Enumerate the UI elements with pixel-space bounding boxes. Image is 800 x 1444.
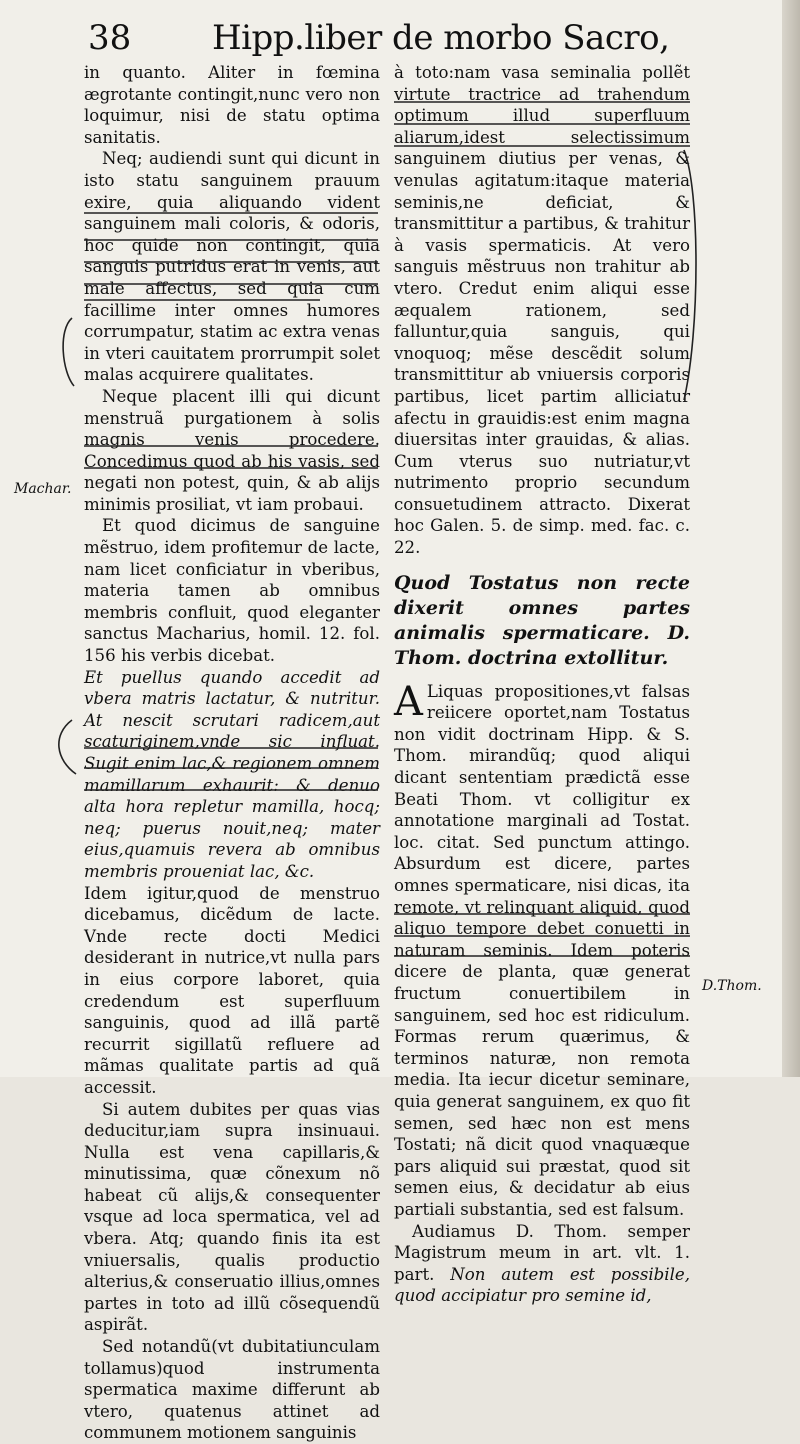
quotation: Et puellus quando accedit ad vbera matris lactatur, & nutritur. At nescit scrutari radicem,aut scaturiginem,vnde sic influat. Sugit enim lac,& regionem omnem mamillarum exhaurit: & denuo alta hora repletur mamilla, hocq; neq; puerus nouit,neq; mater eius,quamuis revera ab omnibus membris proueniat lac, &c.	[84, 667, 380, 881]
paragraph: Neque placent illi qui dicunt menstruã purgationem à solis magnis venis procedere. Concedimus quod ab his vasis, sed negati non potest, quin, & ab alijs minimis prosiliat, vt iam probaui.	[84, 386, 380, 514]
bracket-mark	[59, 720, 76, 774]
paragraph: Neq; audiendi sunt qui dicunt in isto statu sanguinem prauum exire, quia aliquando vident sanguinem mali coloris, & odoris, hoc quide non contingit, quia sanguis putridus erat in venis, aut male affectus, sed quia cum facillime inter omnes humores corrumpatur, statim ac extra venas in vteri cauitatem prorrumpit solet malas acquirere qualitates.	[84, 149, 380, 385]
paragraph-text: Liquas propositiones,vt falsas reiicere oportet,nam Tostatus non vidit doctrinam Hipp. & S. Thom. mirandũq; quod aliqui dicant sententiam prædictã esse Beati Thom. vt colligitur ex annotatione marginali ad Tostat. loc. citat. Sed punctum attingo. Absurdum est dicere, partes omnes spermaticare, nisi dicas, ita remote, vt relinquant aliquid, quod aliquo tempore debet conuetti in naturam seminis. Idem poteris dicere de planta, quæ generat fructum conuertibilem in sanguinem, sed hoc est ridiculum. Formas rerum quærimus, & terminos naturæ, non remota media. Ita iecur dicetur seminare, quia generat sanguinem, ex quo fit semen, sed hæc non est mens Tostati; nã dicit quod vnaquæque pars aliquid sui præstat, quod sit semen eius, & decidatur ab eius partiali substantia, sed est falsum.	[394, 681, 690, 1219]
quotation: Non autem est possibile, quod accipiatur pro semine id,	[394, 1264, 690, 1306]
right-column	[394, 62, 690, 1307]
running-title: Hipp.liber de morbo Sacro,	[212, 18, 670, 58]
paragraph	[394, 1221, 690, 1307]
paragraph-with-dropcap	[394, 678, 690, 1221]
paragraph: Si autem dubites per quas vias deducitur,iam supra insinuaui. Nulla est vena capillaris,& minutissima, quæ cõnexum nõ habeat cũ alijs,& consequenter vsque ad loca spermatica, vel ad vbera. Atq; quando finis ita est vniuersalis, qualis productio alterius,& conseruatio illius,omnes partes in toto ad illũ cõsequendũ aspirãt.	[84, 1099, 380, 1335]
page-header	[0, 18, 800, 68]
page-gutter	[782, 0, 800, 1077]
section-heading: Quod Tostatus non recte dixerit omnes partes animalis spermaticare. D. Thom. doctrina extollitur.	[394, 571, 690, 669]
page-number: 38	[88, 18, 132, 58]
drop-cap: A	[394, 678, 423, 725]
left-column	[84, 62, 380, 1444]
paragraph: Et quod dicimus de sanguine mẽstruo, idem profitemur de lacte, nam licet conficiatur in vberibus, materia tamen ab omnibus membris confluit, quod eleganter sanctus Macharius, homil. 12. fol. 156 his verbis dicebat.	[84, 516, 380, 666]
margin-note-right: D.Thom.	[702, 978, 762, 994]
paragraph-text: Audiamus D. Thom. semper Magistrum meum in art. vlt. 1. part.	[394, 1221, 690, 1284]
paragraph: à toto:nam vasa seminalia pollẽt virtute tractrice ad trahendum optimum illud superfluum aliarum,idest selectissimum sanguinem diutius per venas, & venulas agitatum:itaque materia seminis,ne deficiat, & transmittitur a partibus, & trahitur à vasis spermaticis. At vero sanguis mẽstruus non trahitur ab vtero. Credut enim aliqui esse æqualem rationem, sed falluntur,quia sanguis, qui vnoquoq; mẽse descẽdit solum transmittitur ab vniuersis corporis partibus, licet partim alliciatur afectu in grauidis:est enim magna diuersitas inter grauidas, & alias. Cum vterus suo nutriatur,vt nutrimento proprio secundum consuetudinem attracto. Dixerat hoc Galen. 5. de simp. med. fac. c. 22.	[394, 63, 690, 558]
paragraph: Idem igitur,quod de menstruo dicebamus, dicẽdum de lacte. Vnde recte docti Medici desiderant in nutrice,vt nulla pars in eius corpore laboret, quia credendum est superfluum sanguinis, quod ad illã partẽ recurrit sigillatũ refluere ad mãmas qualitate partis ad quã accessit.	[84, 883, 380, 1097]
paragraph: Sed notandũ(vt dubitatiunculam tollamus)quod instrumenta spermatica maxime differunt ab vtero, quatenus attinet ad communem motionem sanguinis	[84, 1337, 380, 1443]
margin-note-left: Machar.	[14, 481, 72, 497]
paragraph: in quanto. Aliter in fœmina ægrotante contingit,nunc vero non loquimur, nisi de statu optima sanitatis.	[84, 63, 380, 147]
bracket-mark	[63, 318, 74, 386]
